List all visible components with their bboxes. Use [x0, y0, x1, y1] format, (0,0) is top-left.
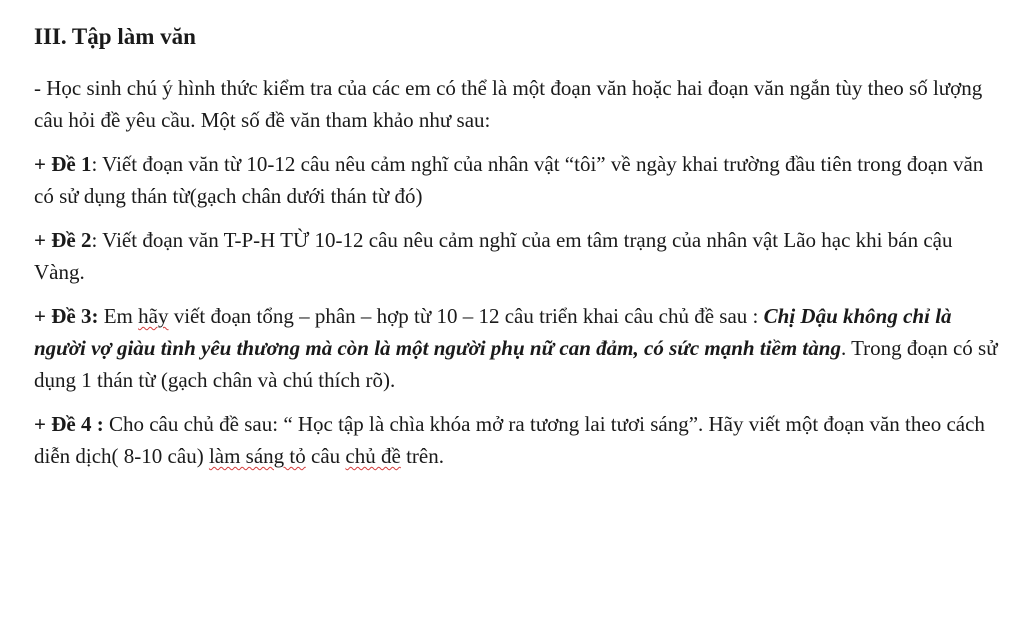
topic-1-paragraph [34, 148, 1004, 212]
spellcheck-underlined-phrase-2: chủ đề [345, 444, 401, 468]
document-page [34, 22, 1004, 484]
intro-paragraph: - Học sinh chú ý hình thức kiểm tra của các em có thể là một đoạn văn hoặc hai đoạn văn ngắn tùy theo số lượng câu hỏi đề yêu cầu. Một số đề văn tham khảo như sau: [34, 76, 983, 132]
spellcheck-underlined-word: hãy [138, 304, 169, 328]
topic-1-text: Viết đoạn văn từ 10-12 câu nêu cảm nghĩ của nhân vật “tôi” về ngày khai trường đầu tiên trong đoạn văn có sử dụng thán từ(gạch chân dưới thán từ đó) [34, 152, 984, 208]
topic-3-emphasis: Chị Dậu không chỉ là người vợ giàu tình yêu thương mà còn là một người phụ nữ can đảm, có sức mạnh tiềm tàng [34, 304, 952, 360]
topic-3-paragraph [34, 300, 1004, 396]
topic-4-mid: câu [305, 444, 346, 468]
topic-3-tail: . Trong đoạn có sử dụng 1 thán từ (gạch chân và chú thích rõ). [34, 336, 998, 392]
section-heading: III. Tập làm văn [34, 24, 196, 49]
topic-2-text: Viết đoạn văn T-P-H TỪ 10-12 câu nêu cảm nghĩ của em tâm trạng của nhân vật Lão hạc khi bán cậu Vàng. [34, 228, 953, 284]
topic-2-paragraph [34, 224, 1004, 288]
topic-1-label: + Đề 1 [34, 152, 92, 176]
topic-1-separator: : [91, 152, 103, 176]
topic-4-label: + Đề 4 : [34, 412, 104, 436]
spellcheck-underlined-phrase-1: làm sáng tỏ [208, 444, 306, 468]
topic-3-text-after: viết đoạn tổng – phân – hợp từ 10 – 12 câu triển khai câu chủ đề sau : [168, 304, 764, 328]
topic-2-separator: : [91, 228, 103, 252]
topic-3-text-before: Em [98, 304, 139, 328]
topic-3-label: + Đề 3: [34, 304, 99, 328]
topic-4-text-before: Cho câu chủ đề sau: “ Học tập là chìa khóa mở ra tương lai tươi sáng”. Hãy viết một đoạn văn theo cách diễn dịch( 8-10 câu) [34, 412, 985, 468]
topic-2-label: + Đề 2 [34, 228, 92, 252]
topic-4-tail: trên. [400, 444, 444, 468]
topic-4-paragraph [34, 408, 1004, 472]
